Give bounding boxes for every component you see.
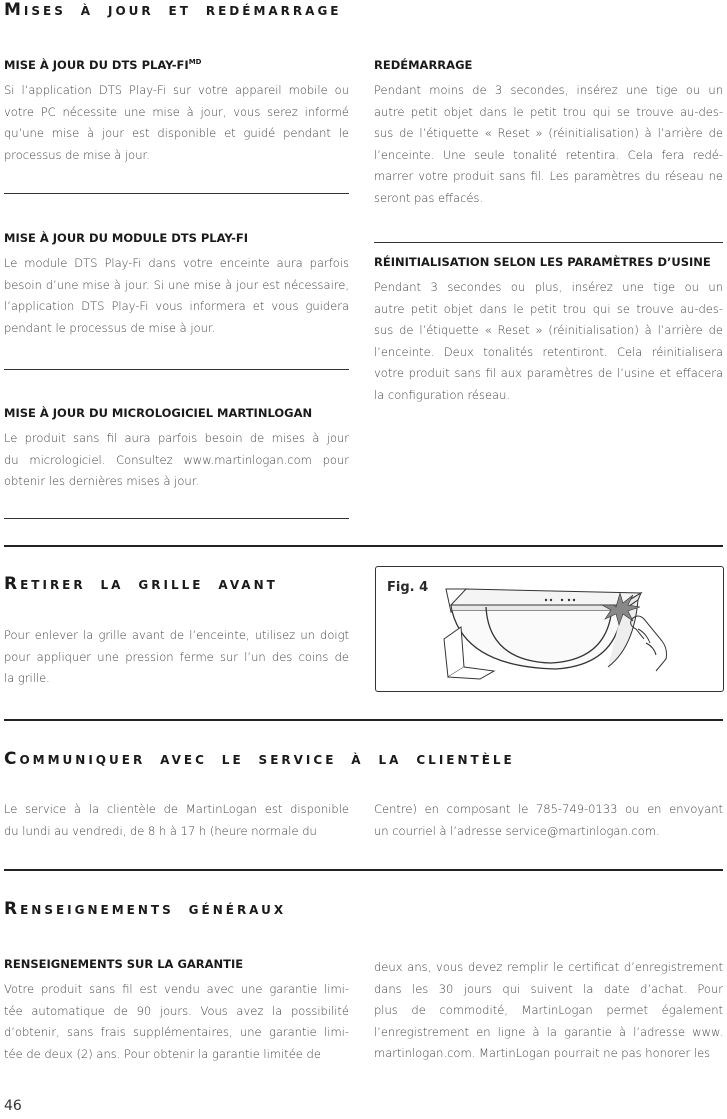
paragraph-module-update bbox=[4, 253, 349, 339]
text-line: du lundi au vendredi, de 8 h à 17 h (heure normale du bbox=[4, 823, 317, 838]
heading-module-update: MISE À JOUR DU MODULE DTS PLAY-FI bbox=[4, 231, 248, 245]
text-line: votre PC nécessite une mise à jour, vous serez informé bbox=[4, 104, 349, 119]
heading-warranty: RENSEIGNEMENTS SUR LA GARANTIE bbox=[4, 957, 244, 971]
paragraph-restart bbox=[374, 80, 723, 209]
paragraph-grille bbox=[4, 625, 349, 690]
divider bbox=[4, 518, 349, 519]
text-line: sus de l’étiquette « Reset » (réinitialisation) à l’arrière de bbox=[374, 126, 723, 140]
heading-factory-reset: RÉINITIALISATION SELON LES PARAMÈTRES D’USINE bbox=[374, 255, 711, 269]
text-line: processus de mise à jour. bbox=[4, 147, 150, 162]
paragraph-warranty-right bbox=[374, 957, 723, 1065]
text-line: tée automatique de 90 jours. Vous avez la possibilité bbox=[4, 1003, 349, 1018]
text-line: d’obtenir, sans frais supplémentaires, une garantie limi- bbox=[4, 1025, 349, 1039]
figure-label: Fig. 4 bbox=[387, 580, 429, 595]
text-line: autre petit objet dans le petit trou qui se trouve au-des- bbox=[374, 104, 723, 119]
text-line: l’enceinte. Une seule tonalité retentira. Cela fera redé- bbox=[374, 147, 723, 162]
text-line: l’application DTS Play-Fi vous informera et vous guidera bbox=[4, 299, 349, 313]
text-line: deux ans, vous devez remplir le certificat d’enregistrement bbox=[374, 960, 723, 974]
text-line: Pendant 3 secondes ou plus, insérez une tige ou un bbox=[374, 280, 723, 294]
text-line: Pour enlever la grille avant de l’enceinte, utilisez un doigt bbox=[4, 628, 349, 642]
text-line: Le module DTS Play-Fi dans votre enceinte aura parfois bbox=[4, 256, 349, 270]
paragraph-dts-app-update bbox=[4, 80, 349, 166]
text-line: pendant le processus de mise à jour. bbox=[4, 320, 216, 335]
text-line: tée de deux (2) ans. Pour obtenir la garantie limitée de bbox=[4, 1046, 321, 1061]
text-line: autre petit objet dans le petit trou qui se trouve au-des- bbox=[374, 301, 723, 316]
text-line: qu’une mise à jour est disponible et guidé pendant le bbox=[4, 126, 349, 140]
text-line: Le produit sans fil aura parfois besoin de mises à jour bbox=[4, 431, 349, 445]
section-title-service: Communiquer avec le service à la clientèle bbox=[4, 749, 515, 769]
text-line: seront pas effacés. bbox=[374, 190, 484, 205]
section-title-general: Renseignements généraux bbox=[4, 899, 287, 919]
text-line: martinlogan.com. MartinLogan pourrait ne pas honorer les bbox=[374, 1046, 711, 1060]
text-line: un courriel à l’adresse service@martinlogan.com. bbox=[374, 823, 660, 838]
text-line: obtenir les dernières mises à jour. bbox=[4, 474, 200, 488]
paragraph-firmware-update bbox=[4, 428, 349, 493]
text-line: votre produit sans fil aux paramètres de l’usine et effacera bbox=[374, 366, 723, 380]
heading-restart: REDÉMARRAGE bbox=[374, 58, 473, 72]
text-line: Si l’application DTS Play-Fi sur votre appareil mobile ou bbox=[4, 83, 349, 97]
text-line: plus de commodité, MartinLogan permet également bbox=[374, 1003, 723, 1017]
text-line: Le service à la clientèle de MartinLogan est disponible bbox=[4, 802, 349, 816]
divider bbox=[4, 193, 349, 194]
text-line: la grille. bbox=[4, 671, 50, 685]
text-line: Pendant moins de 3 secondes, insérez une tige ou un bbox=[374, 83, 723, 97]
text-line: l’enceinte. Deux tonalités retentiront. Cela réinitialisera bbox=[374, 344, 723, 359]
section-divider bbox=[4, 869, 723, 871]
text-line: dans les 30 jours qui suivent la date d’achat. Pour bbox=[374, 981, 723, 996]
text-line: l’enregistrement en ligne à la garantie à l’adresse www. bbox=[374, 1024, 723, 1039]
text-line: sus de l’étiquette « Reset » (réinitialisation) à l’arrière de bbox=[374, 323, 723, 337]
heading-dts-app-update: MISE À JOUR DU DTS PLAY-$FI^{MD}$ bbox=[4, 58, 202, 72]
text-line: du micrologiciel. Consultez www.martinlogan.com pour bbox=[4, 452, 349, 467]
text-line: Votre produit sans fil est vendu avec une garantie limi- bbox=[4, 982, 349, 996]
text-line: Centre) en composant le 785-749-0133 ou en envoyant bbox=[374, 802, 723, 816]
divider bbox=[4, 369, 349, 370]
section-divider bbox=[4, 545, 723, 547]
section-divider bbox=[4, 719, 723, 721]
figure-4 bbox=[375, 566, 724, 692]
section-title-grille: Retirer la grille avant bbox=[4, 574, 278, 594]
text-line: besoin d’une mise à jour. Si une mise à jour est nécessaire, bbox=[4, 277, 349, 292]
text-line: la configuration réseau. bbox=[374, 387, 511, 402]
text-line: marrer votre produit sans fil. Les paramètres du réseau ne bbox=[374, 169, 723, 183]
heading-firmware-update: MISE À JOUR DU MICROLOGICIEL MARTINLOGAN bbox=[4, 406, 313, 420]
section-title-updates: Mises à jour et redémarrage bbox=[4, 0, 342, 20]
page-number: 46 bbox=[4, 1098, 22, 1114]
speaker-grille-illustration bbox=[376, 567, 725, 693]
text-line: pour appliquer une pression ferme sur l’un des coins de bbox=[4, 649, 349, 664]
divider bbox=[374, 242, 723, 243]
paragraph-service-left bbox=[4, 799, 349, 842]
paragraph-service-right bbox=[374, 799, 723, 842]
paragraph-warranty-left bbox=[4, 979, 349, 1065]
paragraph-factory-reset bbox=[374, 277, 723, 406]
